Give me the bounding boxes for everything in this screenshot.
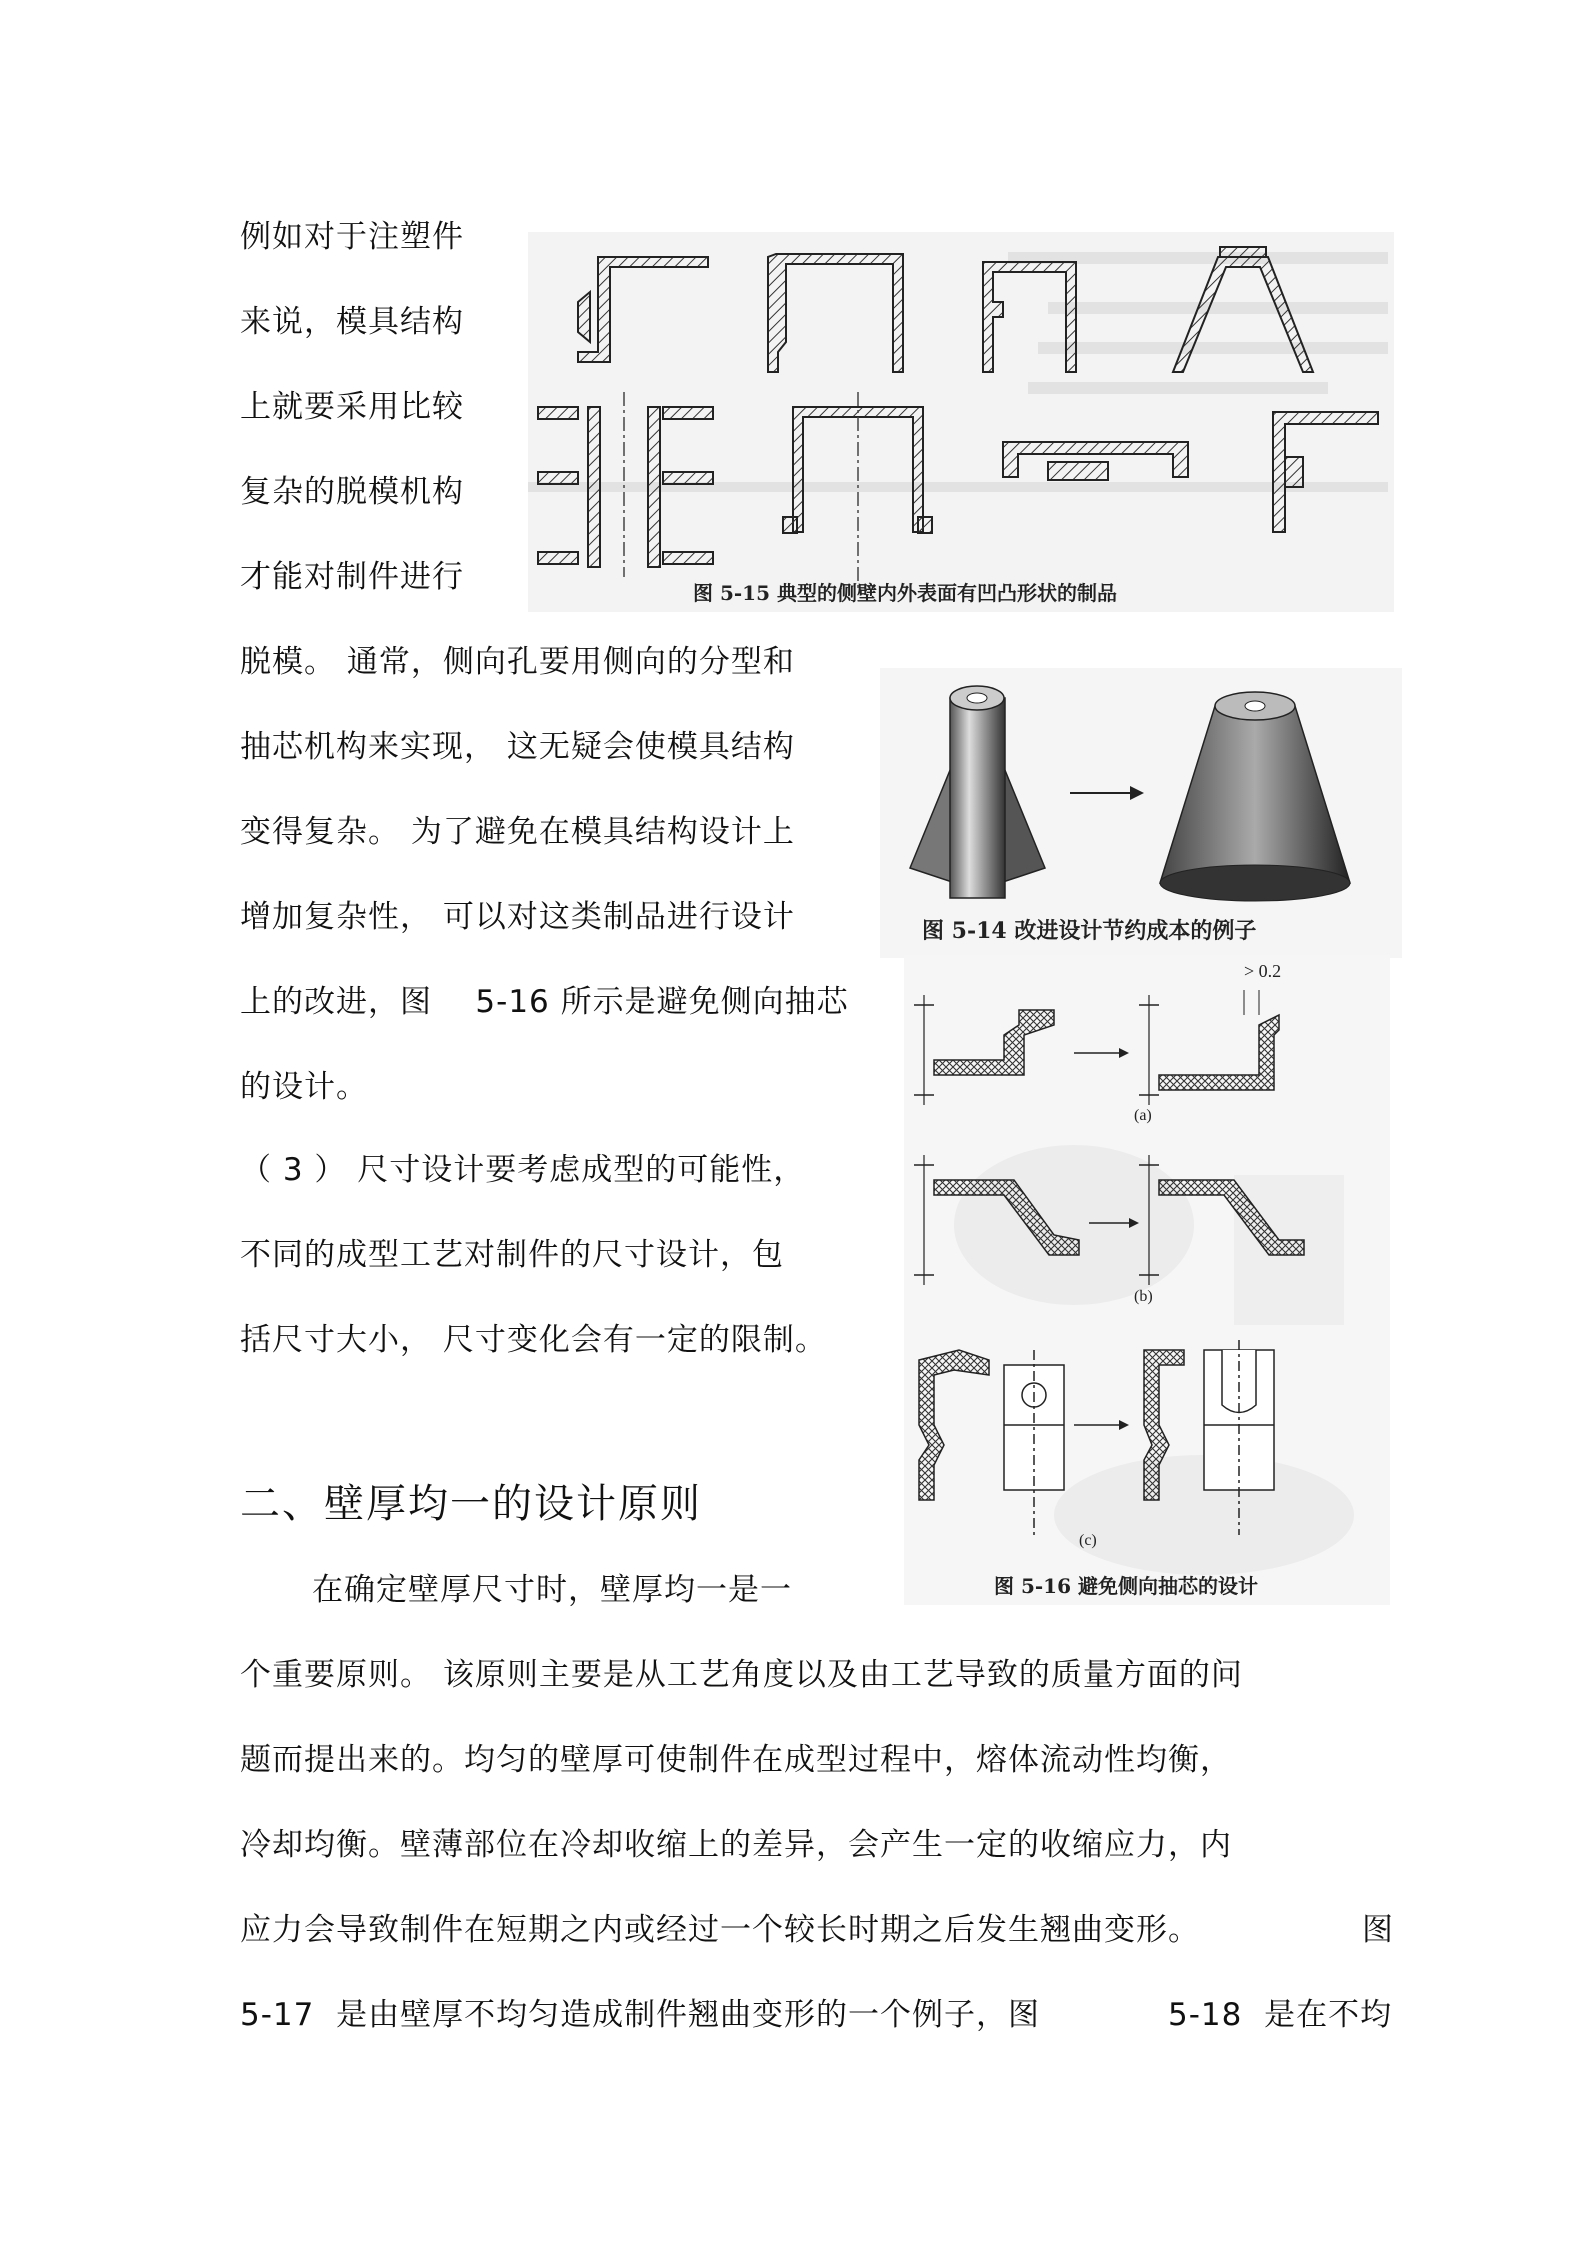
body-text-line: 例如对于注塑件 <box>240 219 464 255</box>
body-text-line: 的设计。 <box>240 1069 368 1105</box>
subfigure-label-b: (b) <box>1134 1288 1153 1305</box>
body-text-line: 才能对制件进行 <box>240 559 464 595</box>
body-text-line: 抽芯机构来实现， 这无疑会使模具结构 <box>240 729 795 765</box>
body-text-line: 来说，模具结构 <box>240 304 464 340</box>
body-text-line: 变得复杂。 为了避免在模具结构设计上 <box>240 814 795 850</box>
figure-5-15 <box>528 232 1394 612</box>
body-text-line: 冷却均衡。壁薄部位在冷却收缩上的差异，会产生一定的收缩应力，内 <box>240 1827 1232 1863</box>
body-text-line: 括尺寸大小， 尺寸变化会有一定的限制。 <box>240 1322 827 1358</box>
body-text-line: 上的改进，图 5-16 所示是避免侧向抽芯 <box>240 984 849 1020</box>
body-text-line: （ 3 ） 尺寸设计要考虑成型的可能性， <box>240 1152 806 1188</box>
body-text-line: 在确定壁厚尺寸时，壁厚均一是一 <box>312 1572 792 1608</box>
body-text-line: 应力会导致制件在短期之内或经过一个较长时期之后发生翘曲变形。 <box>240 1912 1200 1948</box>
body-text-line: 题而提出来的。均匀的壁厚可使制件在成型过程中，熔体流动性均衡， <box>240 1742 1232 1778</box>
figure-5-16-drawing <box>904 955 1390 1605</box>
figure-5-16-caption: 图 5-16 避免侧向抽芯的设计 <box>994 1574 1258 1598</box>
figure-5-14 <box>880 668 1402 958</box>
body-text-line: 不同的成型工艺对制件的尺寸设计，包 <box>240 1237 784 1273</box>
body-text-line: 脱模。 通常，侧向孔要用侧向的分型和 <box>240 644 795 680</box>
body-text-line: 增加复杂性， 可以对这类制品进行设计 <box>240 899 795 935</box>
figure-5-15-drawing <box>528 232 1394 612</box>
subfigure-label-a: (a) <box>1134 1107 1152 1124</box>
figure-5-16 <box>904 955 1390 1605</box>
dimension-label: > 0.2 <box>1244 961 1282 981</box>
body-text-line-tail: 5-18 是在不均 <box>1168 1997 1393 2033</box>
section-heading: 二、壁厚均一的设计原则 <box>240 1481 702 1527</box>
body-text-line: 复杂的脱模机构 <box>240 474 464 510</box>
body-text-line: 上就要采用比较 <box>240 389 464 425</box>
figure-5-14-caption: 图 5-14 改进设计节约成本的例子 <box>922 918 1257 944</box>
body-text-line: 5-17 是由壁厚不均匀造成制件翘曲变形的一个例子，图 <box>240 1997 1041 2033</box>
figure-5-14-drawing <box>880 668 1402 958</box>
subfigure-label-c: (c) <box>1079 1532 1097 1549</box>
figure-5-15-caption: 图 5-15 典型的侧壁内外表面有凹凸形状的制品 <box>693 581 1117 605</box>
body-text-line-tail: 图 <box>1362 1912 1394 1948</box>
body-text-line: 个重要原则。 该原则主要是从工艺角度以及由工艺导致的质量方面的问 <box>240 1657 1243 1693</box>
